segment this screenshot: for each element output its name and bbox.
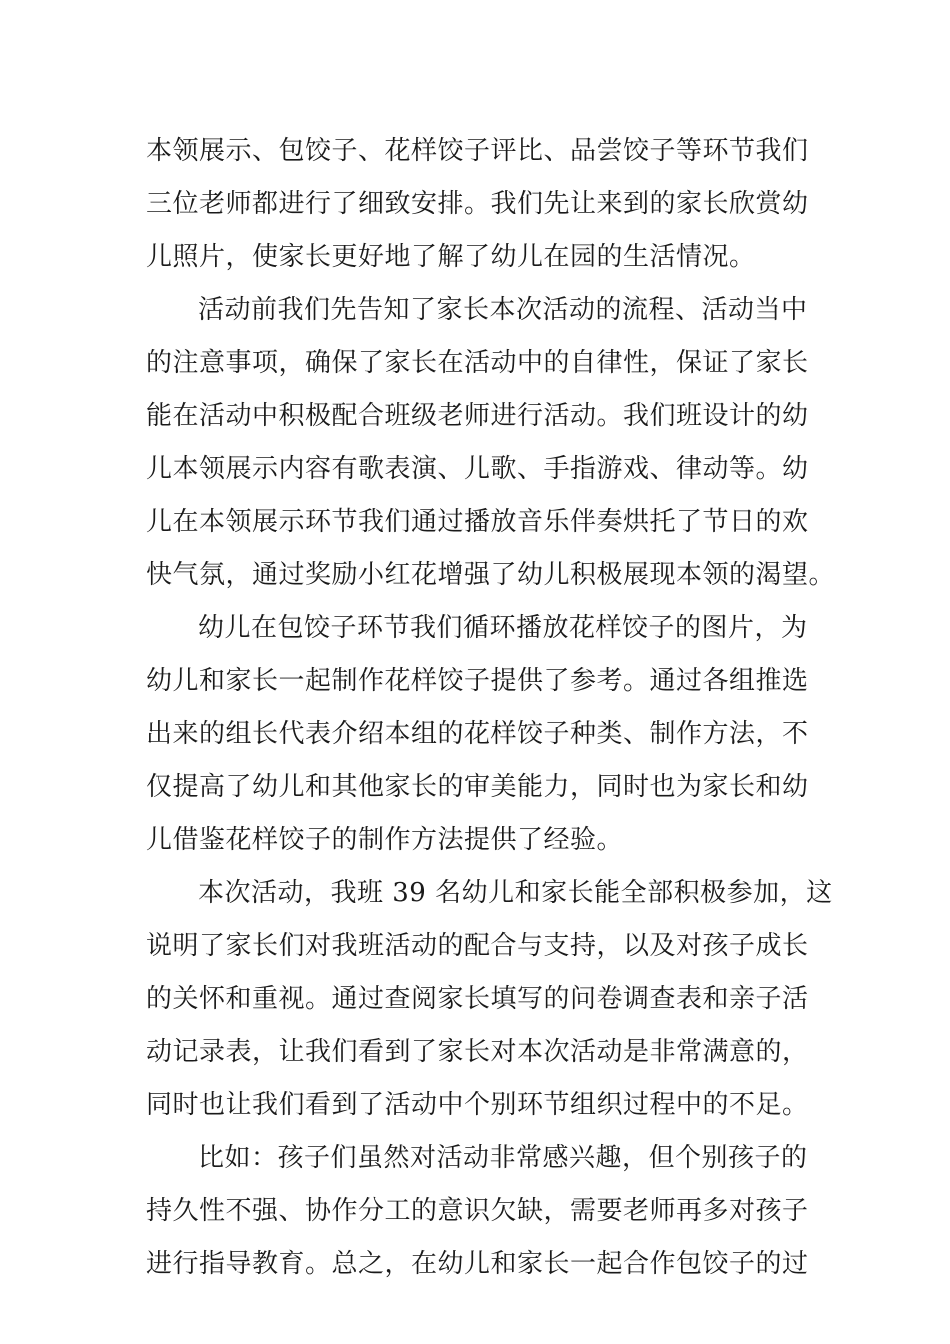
paragraph-5-line-1: 比如：孩子们虽然对活动非常感兴趣，但个别孩子的 — [198, 1143, 808, 1173]
paragraph-4-line-1: 本次活动，我班 39 名幼儿和家长能全部积极参加，这 — [198, 878, 833, 908]
paragraph-2-line-3: 能在活动中积极配合班级老师进行活动。我们班设计的幼 — [146, 401, 809, 431]
paragraph-2-line-5: 儿在本领展示环节我们通过播放音乐伴奏烘托了节日的欢 — [146, 507, 809, 537]
paragraph-5-line-3: 进行指导教育。总之，在幼儿和家长一起合作包饺子的过 — [146, 1249, 809, 1279]
paragraph-5-line-2: 持久性不强、协作分工的意识欠缺，需要老师再多对孩子 — [146, 1196, 809, 1226]
paragraph-2-line-6: 快气氛，通过奖励小红花增强了幼儿积极展现本领的渴望。 — [146, 560, 836, 590]
paragraph-1-line-1: 本领展示、包饺子、花样饺子评比、品尝饺子等环节我们 — [146, 136, 809, 166]
paragraph-1-line-3: 儿照片，使家长更好地了解了幼儿在园的生活情况。 — [146, 242, 756, 272]
paragraph-3-line-5: 儿借鉴花样饺子的制作方法提供了经验。 — [146, 825, 624, 855]
paragraph-2-line-2: 的注意事项，确保了家长在活动中的自律性，保证了家长 — [146, 348, 809, 378]
paragraph-3-line-3: 出来的组长代表介绍本组的花样饺子种类、制作方法，不 — [146, 719, 809, 749]
paragraph-1-line-2: 三位老师都进行了细致安排。我们先让来到的家长欣赏幼 — [146, 189, 809, 219]
paragraph-4-line-3: 的关怀和重视。通过查阅家长填写的问卷调查表和亲子活 — [146, 984, 809, 1014]
document-body — [146, 125, 836, 1291]
paragraph-4-line-2: 说明了家长们对我班活动的配合与支持，以及对孩子成长 — [146, 931, 809, 961]
paragraph-2-line-1: 活动前我们先告知了家长本次活动的流程、活动当中 — [198, 295, 808, 325]
paragraph-2-line-4: 儿本领展示内容有歌表演、儿歌、手指游戏、律动等。幼 — [146, 454, 809, 484]
paragraph-3-line-4: 仅提高了幼儿和其他家长的审美能力，同时也为家长和幼 — [146, 772, 809, 802]
paragraph-4-line-5: 同时也让我们看到了活动中个别环节组织过程中的不足。 — [146, 1090, 809, 1120]
paragraph-3-line-2: 幼儿和家长一起制作花样饺子提供了参考。通过各组推选 — [146, 666, 809, 696]
paragraph-3-line-1: 幼儿在包饺子环节我们循环播放花样饺子的图片，为 — [198, 613, 808, 643]
paragraph-4-line-4: 动记录表，让我们看到了家长对本次活动是非常满意的， — [146, 1037, 809, 1067]
